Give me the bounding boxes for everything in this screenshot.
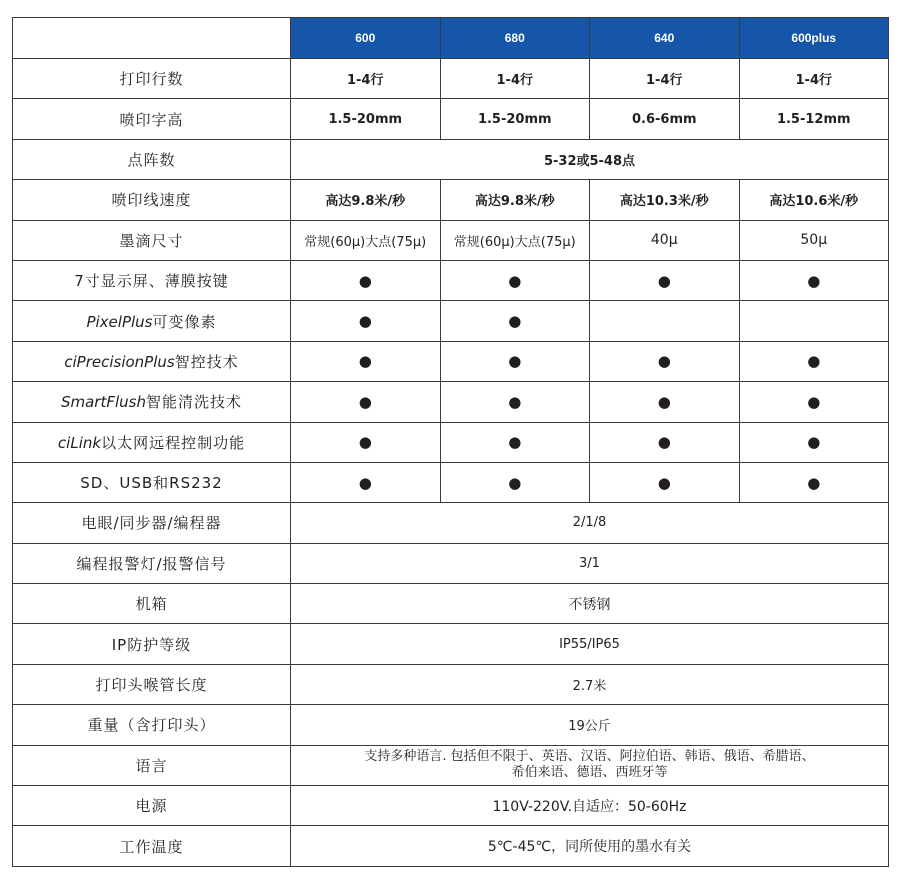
cell-value: 1-4行 bbox=[739, 59, 889, 99]
cell-value: 110V-220V.自适应：50-60Hz bbox=[291, 786, 889, 826]
row-label: 语言 bbox=[13, 745, 291, 785]
cell-value: 0.6-6mm bbox=[590, 99, 740, 139]
brand-name: ciPrecisionPlus bbox=[64, 352, 175, 371]
model-header: 640 bbox=[590, 18, 740, 59]
row-label: IP防护等级 bbox=[13, 624, 291, 664]
feature-dot: ● bbox=[440, 422, 590, 462]
row-encoder bbox=[13, 503, 889, 543]
feature-dot: ● bbox=[739, 260, 889, 300]
feature-dot: ● bbox=[739, 422, 889, 462]
feature-dot: ● bbox=[739, 382, 889, 422]
cell-value: 不锈钢 bbox=[291, 584, 889, 624]
cell-value: 5℃-45℃，同所使用的墨水有关 bbox=[291, 826, 889, 866]
row-label: 打印行数 bbox=[13, 59, 291, 99]
row-cabinet bbox=[13, 584, 889, 624]
label-suffix: 可变像素 bbox=[152, 312, 217, 331]
brand-name: SmartFlush bbox=[60, 393, 146, 412]
language-line-1: 支持多种语言. 包括但不限于、英语、汉语、阿拉伯语、韩语、俄语、希腊语、 bbox=[364, 749, 815, 765]
feature-dot: ● bbox=[291, 260, 441, 300]
feature-dot bbox=[739, 301, 889, 341]
feature-dot: ● bbox=[739, 341, 889, 381]
cell-value: 1.5-20mm bbox=[291, 99, 441, 139]
row-pixelplus bbox=[13, 301, 889, 341]
row-label: 电源 bbox=[13, 786, 291, 826]
cell-value: 19公斤 bbox=[291, 705, 889, 745]
row-label: 7寸显示屏、薄膜按键 bbox=[13, 260, 291, 300]
row-label bbox=[13, 422, 291, 462]
row-temperature bbox=[13, 826, 889, 866]
row-label: 工作温度 bbox=[13, 826, 291, 866]
cell-value: 1.5-12mm bbox=[739, 99, 889, 139]
row-weight bbox=[13, 705, 889, 745]
model-header: 600plus bbox=[739, 18, 889, 59]
row-display bbox=[13, 260, 889, 300]
label-suffix: 智控技术 bbox=[174, 352, 239, 371]
feature-dot: ● bbox=[440, 462, 590, 502]
row-precision bbox=[13, 341, 889, 381]
cell-value: IP55/IP65 bbox=[291, 624, 889, 664]
brand-name: ciLink bbox=[57, 433, 102, 452]
feature-dot: ● bbox=[291, 301, 441, 341]
brand-name: PixelPlus bbox=[86, 312, 153, 331]
feature-dot: ● bbox=[590, 260, 740, 300]
row-label: 墨滴尺寸 bbox=[13, 220, 291, 260]
row-ip bbox=[13, 624, 889, 664]
cell-value: 5-32或5-48点 bbox=[291, 139, 889, 179]
cell-value: 高达10.3米/秒 bbox=[590, 180, 740, 220]
cell-value: 高达9.8米/秒 bbox=[440, 180, 590, 220]
row-label bbox=[13, 382, 291, 422]
cell-value: 2/1/8 bbox=[291, 503, 889, 543]
row-label: 打印头喉管长度 bbox=[13, 664, 291, 704]
cell-value: 常规(60μ)大点(75μ) bbox=[440, 220, 590, 260]
row-label: 喷印线速度 bbox=[13, 180, 291, 220]
spec-table bbox=[12, 17, 889, 867]
cell-value: 1-4行 bbox=[291, 59, 441, 99]
feature-dot: ● bbox=[291, 382, 441, 422]
cell-value: 常规(60μ)大点(75μ) bbox=[291, 220, 441, 260]
feature-dot: ● bbox=[291, 341, 441, 381]
label-suffix: 以太网远程控制功能 bbox=[101, 433, 246, 452]
row-power bbox=[13, 786, 889, 826]
cell-value bbox=[291, 745, 889, 785]
row-language bbox=[13, 745, 889, 785]
feature-dot: ● bbox=[739, 462, 889, 502]
row-cilink bbox=[13, 422, 889, 462]
row-ports bbox=[13, 462, 889, 502]
feature-dot: ● bbox=[590, 462, 740, 502]
feature-dot: ● bbox=[440, 341, 590, 381]
row-dot-matrix bbox=[13, 139, 889, 179]
row-line-speed bbox=[13, 180, 889, 220]
cell-value: 1-4行 bbox=[440, 59, 590, 99]
row-char-height bbox=[13, 99, 889, 139]
cell-value: 1.5-20mm bbox=[440, 99, 590, 139]
feature-dot: ● bbox=[440, 301, 590, 341]
feature-dot bbox=[590, 301, 740, 341]
row-label: 喷印字高 bbox=[13, 99, 291, 139]
row-alarm bbox=[13, 543, 889, 583]
feature-dot: ● bbox=[440, 260, 590, 300]
row-label: 点阵数 bbox=[13, 139, 291, 179]
row-hose bbox=[13, 664, 889, 704]
label-suffix: 智能清洗技术 bbox=[145, 393, 242, 412]
cell-value: 高达10.6米/秒 bbox=[739, 180, 889, 220]
row-label: 编程报警灯/报警信号 bbox=[13, 543, 291, 583]
feature-dot: ● bbox=[590, 422, 740, 462]
row-drop-size bbox=[13, 220, 889, 260]
feature-dot: ● bbox=[291, 462, 441, 502]
row-label bbox=[13, 341, 291, 381]
cell-value: 3/1 bbox=[291, 543, 889, 583]
cell-value: 50μ bbox=[739, 220, 889, 260]
header-row bbox=[13, 18, 889, 59]
row-label: SD、USB和RS232 bbox=[13, 462, 291, 502]
feature-dot: ● bbox=[440, 382, 590, 422]
header-corner bbox=[13, 18, 291, 59]
cell-value: 高达9.8米/秒 bbox=[291, 180, 441, 220]
model-header: 600 bbox=[291, 18, 441, 59]
feature-dot: ● bbox=[590, 341, 740, 381]
row-label: 电眼/同步器/编程器 bbox=[13, 503, 291, 543]
feature-dot: ● bbox=[590, 382, 740, 422]
feature-dot: ● bbox=[291, 422, 441, 462]
cell-value: 1-4行 bbox=[590, 59, 740, 99]
row-smartflush bbox=[13, 382, 889, 422]
row-label bbox=[13, 301, 291, 341]
language-line-2: 希伯来语、德语、西班牙等 bbox=[511, 765, 668, 781]
model-header: 680 bbox=[440, 18, 590, 59]
row-lines bbox=[13, 59, 889, 99]
row-label: 机箱 bbox=[13, 584, 291, 624]
row-label: 重量（含打印头） bbox=[13, 705, 291, 745]
cell-value: 40μ bbox=[590, 220, 740, 260]
cell-value: 2.7米 bbox=[291, 664, 889, 704]
